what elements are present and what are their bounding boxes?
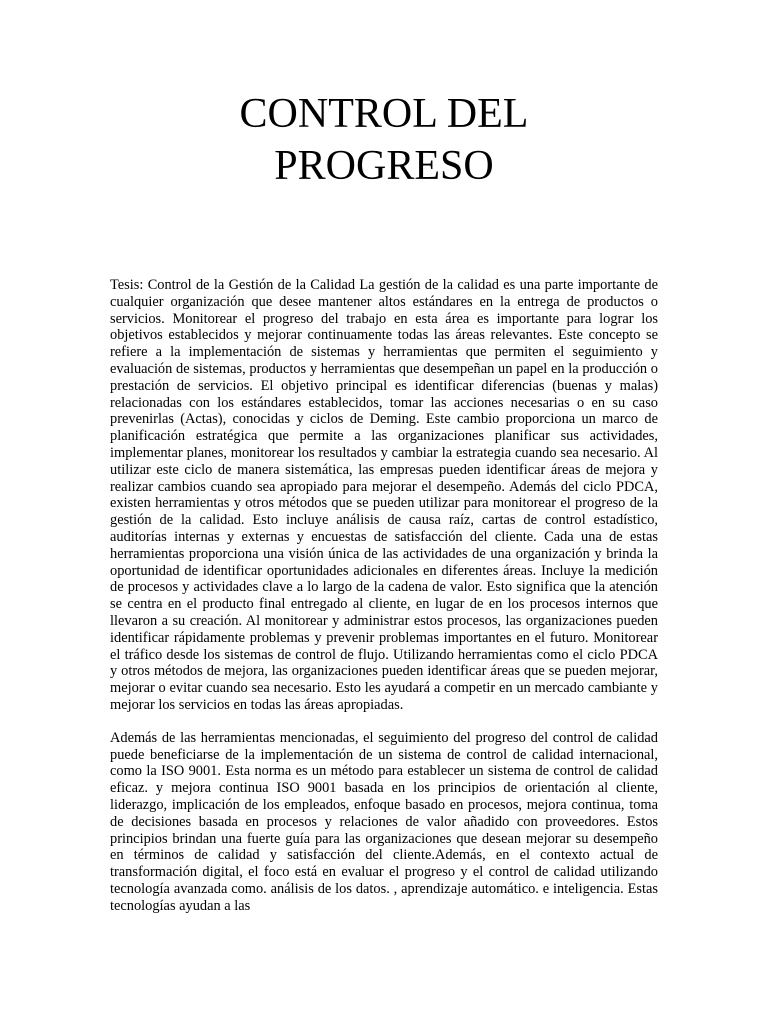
title-line-1: CONTROL DEL [239, 91, 529, 137]
document-title [0, 88, 768, 192]
paragraph-1: Tesis: Control de la Gestión de la Calidad La gestión de la calidad es una parte importante de cualquier organización que desee mantener altos estándares en la entrega de productos o servicios. Monitorear el progreso del trabajo en esta área es importante para lograr los objetivos establecidos y mejorar continuamente todas las áreas relevantes. Este concepto se refiere a la implementación de sistemas y herramientas que permiten el seguimiento y evaluación de sistemas, productos y herramientas que desempeñan un papel en la producción o prestación de servicios. El objetivo principal es identificar diferencias (buenas y malas) relacionadas con los estándares establecidos, tomar las acciones necesarias o en su caso prevenirlas (Actas), conocidas y ciclos de Deming. Este cambio proporciona un marco de planificación estratégica que permite a las organizaciones planificar sus actividades, implementar planes, monitorear los resultados y cambiar la estrategia cuando sea necesario. Al utilizar este ciclo de manera sistemática, las empresas pueden identificar áreas de mejora y realizar cambios cuando sea apropiado para mejorar el desempeño. Además del ciclo PDCA, existen herramientas y otros métodos que se pueden utilizar para monitorear el progreso de la gestión de la calidad. Esto incluye análisis de causa raíz, cartas de control estadístico, auditorías internas y externas y encuestas de satisfacción del cliente. Cada una de estas herramientas proporciona una visión única de las actividades de una organización y brinda la oportunidad de identificar oportunidades adicionales en diferentes áreas. Incluye la medición de procesos y actividades clave a lo largo de la cadena de valor. Esto significa que la atención se centra en el producto final entregado al cliente, en lugar de en los procesos internos que llevaron a su creación. Al monitorear y administrar estos procesos, las organizaciones pueden identificar rápidamente problemas y prevenir problemas importantes en el futuro. Monitorear el tráfico desde los sistemas de control de flujo. Utilizando herramientas como el ciclo PDCA y otros métodos de mejora, las organizaciones pueden identificar áreas que se pueden mejorar, mejorar o evitar cuando sea necesario. Esto les ayudará a competir en un mercado cambiante y mejorar los servicios en todas las áreas apropiadas. [110, 277, 658, 713]
paragraph-2: Además de las herramientas mencionadas, el seguimiento del progreso del control de calidad puede beneficiarse de la implementación de un sistema de control de calidad internacional, como la ISO 9001. Esta norma es un método para establecer un sistema de control de calidad eficaz. y mejora continua ISO 9001 basada en los principios de orientación al cliente, liderazgo, implicación de los empleados, enfoque basado en procesos, mejora continua, toma de decisiones basada en procesos y relaciones de valor añadido con proveedores. Estos principios brindan una fuerte guía para las organizaciones que desean mejorar su desempeño en términos de calidad y satisfacción del cliente.Además, en el contexto actual de transformación digital, el foco está en evaluar el progreso y el control de calidad utilizando tecnología avanzada como. análisis de los datos. , aprendizaje automático. e inteligencia. Estas tecnologías ayudan a las [110, 729, 658, 914]
title-line-2: PROGRESO [274, 143, 494, 189]
document-body [110, 277, 658, 914]
